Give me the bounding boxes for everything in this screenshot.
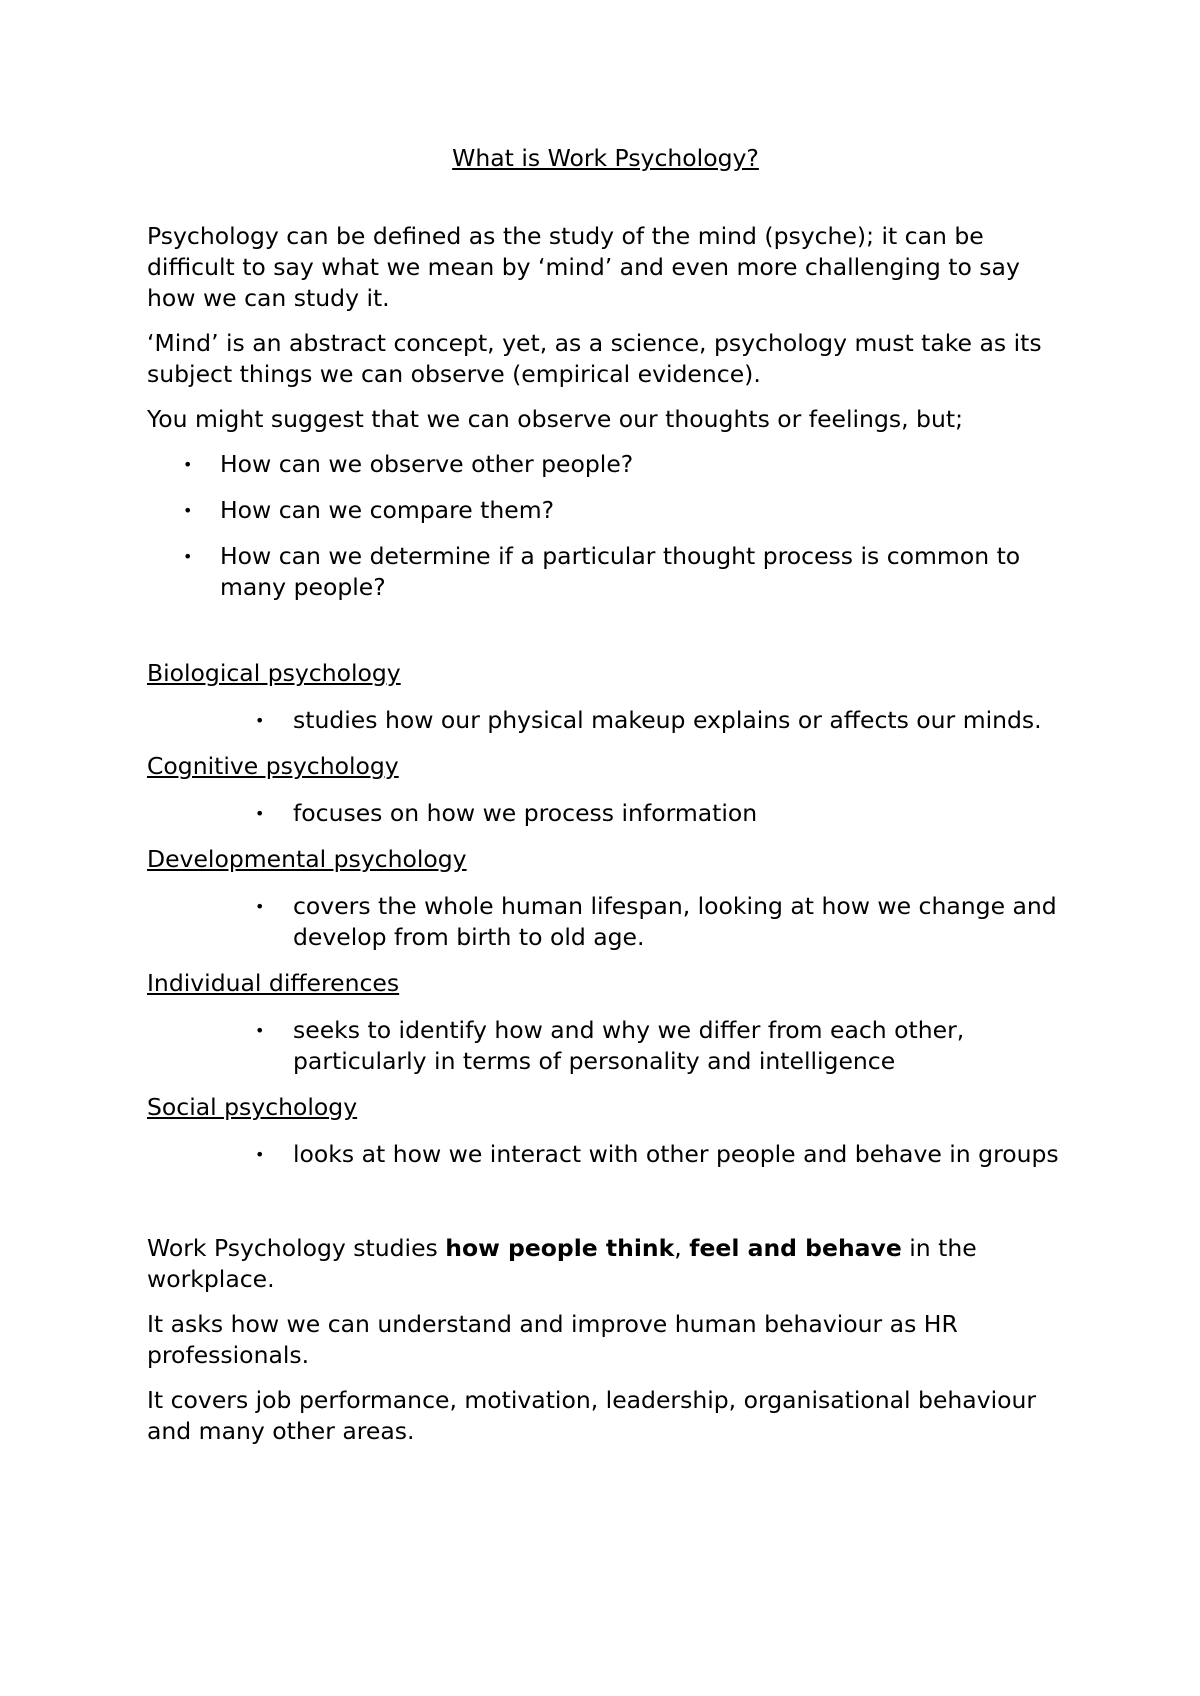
area-description: studies how our physical makeup explains or affects our minds.	[293, 706, 1042, 734]
psychology-area	[147, 1092, 1067, 1170]
intro-paragraph-2: ‘Mind’ is an abstract concept, yet, as a science, psychology must take as its subject things we can observe (empirical evidence).	[147, 329, 1042, 388]
questions-list	[147, 449, 1067, 603]
question-text: How can we compare them?	[220, 496, 555, 524]
list-item	[147, 798, 1067, 829]
emphasis-text: how people think	[445, 1234, 675, 1262]
list-item	[147, 449, 1067, 480]
intro-paragraph-1: Psychology can be defined as the study of the mind (psyche); it can be difficult to say what we mean by ‘mind’ and even more challenging to say how we can study it.	[147, 222, 1020, 312]
area-description-list	[147, 705, 1067, 736]
conclusion-text: in the workplace.	[147, 1234, 977, 1293]
area-heading: Individual differences	[147, 969, 400, 997]
conclusion-text: Work Psychology studies	[147, 1234, 446, 1262]
bullet-icon: •	[255, 1145, 265, 1164]
bullet-icon: •	[255, 897, 265, 916]
area-heading: Developmental psychology	[147, 845, 467, 873]
list-item	[147, 705, 1067, 736]
conclusion-paragraph-3: It covers job performance, motivation, leadership, organisational behaviour and many other areas.	[147, 1386, 1037, 1445]
bullet-icon: •	[183, 501, 193, 520]
psychology-area	[147, 968, 1067, 1077]
bullet-icon: •	[183, 547, 193, 566]
bullet-icon: •	[255, 711, 265, 730]
area-description: seeks to identify how and why we differ from each other, particularly in terms of personality and intelligence	[293, 1016, 965, 1075]
section-spacer	[147, 1185, 1067, 1233]
bullet-icon: •	[255, 804, 265, 823]
psychology-area	[147, 658, 1067, 736]
conclusion-text: ,	[674, 1234, 690, 1262]
question-text: How can we determine if a particular thought process is common to many people?	[220, 542, 1021, 601]
list-item	[147, 1015, 1067, 1077]
conclusion-paragraph-1	[147, 1233, 1067, 1295]
emphasis-text: feel and behave	[689, 1234, 902, 1262]
area-description-list	[147, 798, 1067, 829]
conclusion-paragraph-2: It asks how we can understand and improve human behaviour as HR professionals.	[147, 1310, 958, 1369]
document-title: What is Work Psychology?	[452, 144, 759, 172]
area-description: focuses on how we process information	[293, 799, 758, 827]
bullet-icon: •	[255, 1021, 265, 1040]
list-item	[147, 891, 1067, 953]
psychology-area	[147, 751, 1067, 829]
area-description-list	[147, 1015, 1067, 1077]
area-heading: Biological psychology	[147, 659, 401, 687]
area-description: covers the whole human lifespan, looking at how we change and develop from birth to old age.	[293, 892, 1057, 951]
area-heading: Cognitive psychology	[147, 752, 399, 780]
question-text: How can we observe other people?	[220, 450, 634, 478]
area-description-list	[147, 1139, 1067, 1170]
list-item	[147, 495, 1067, 526]
area-heading: Social psychology	[147, 1093, 358, 1121]
list-item	[147, 541, 1067, 603]
list-item	[147, 1139, 1067, 1170]
psychology-area	[147, 844, 1067, 953]
bullet-icon: •	[183, 455, 193, 474]
document-page	[147, 143, 1067, 1461]
intro-paragraph-3: You might suggest that we can observe our thoughts or feelings, but;	[147, 405, 963, 433]
area-description: looks at how we interact with other people and behave in groups	[293, 1140, 1059, 1168]
section-spacer	[147, 618, 1067, 658]
area-description-list	[147, 891, 1067, 953]
